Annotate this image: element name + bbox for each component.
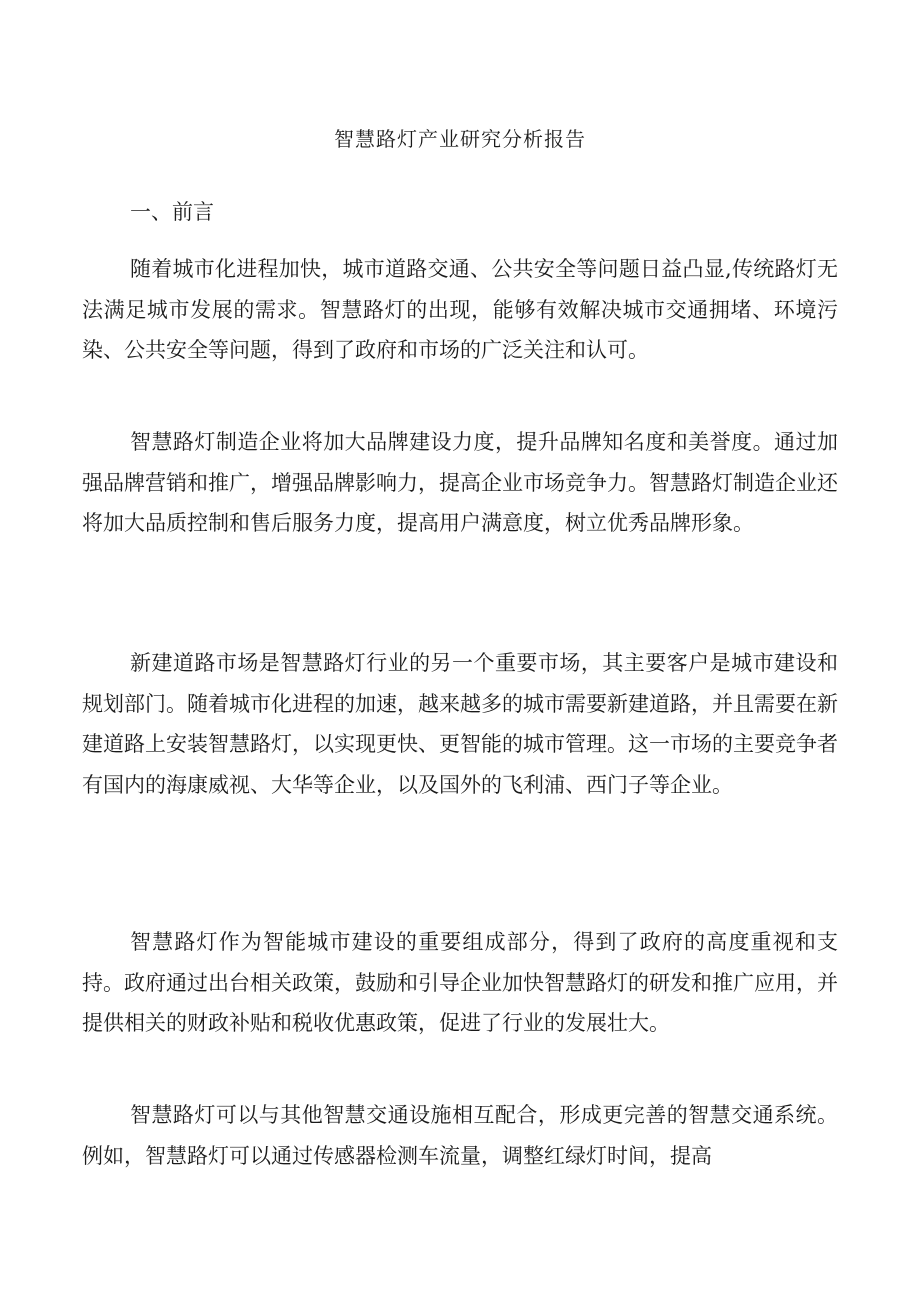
paragraph-2: 智慧路灯制造企业将加大品牌建设力度，提升品牌知名度和美誉度。通过加强品牌营销和推广，增强品牌影响力，提高企业市场竞争力。智慧路灯制造企业还将加大品质控制和售后服务力度，提高用户满意度，树立优秀品牌形象。: [82, 430, 838, 535]
paragraph-4: 智慧路灯作为智能城市建设的重要组成部分，得到了政府的高度重视和支持。政府通过出台相关政策，鼓励和引导企业加快智慧路灯的研发和推广应用，并提供相关的财政补贴和税收优惠政策，促进了行业的发展壮大。: [82, 930, 838, 1035]
section-heading: 一、前言: [130, 200, 214, 224]
paragraph-3: 新建道路市场是智慧路灯行业的另一个重要市场，其主要客户是城市建设和规划部门。随着城市化进程的加速，越来越多的城市需要新建道路，并且需要在新建道路上安装智慧路灯，以实现更快、更智能的城市管理。这一市场的主要竞争者有国内的海康威视、大华等企业，以及国外的飞利浦、西门子等企业。: [82, 651, 838, 797]
paragraph-1: 随着城市化进程加快，城市道路交通、公共安全等问题日益凸显,传统路灯无法满足城市发展的需求。智慧路灯的出现，能够有效解决城市交通拥堵、环境污染、公共安全等问题，得到了政府和市场的广泛关注和认可。: [82, 257, 838, 362]
paragraph-5: 智慧路灯可以与其他智慧交通设施相互配合，形成更完善的智慧交通系统。例如，智慧路灯可以通过传感器检测车流量，调整红绿灯时间，提高: [82, 1103, 838, 1168]
page-title: 智慧路灯产业研究分析报告: [334, 127, 586, 151]
